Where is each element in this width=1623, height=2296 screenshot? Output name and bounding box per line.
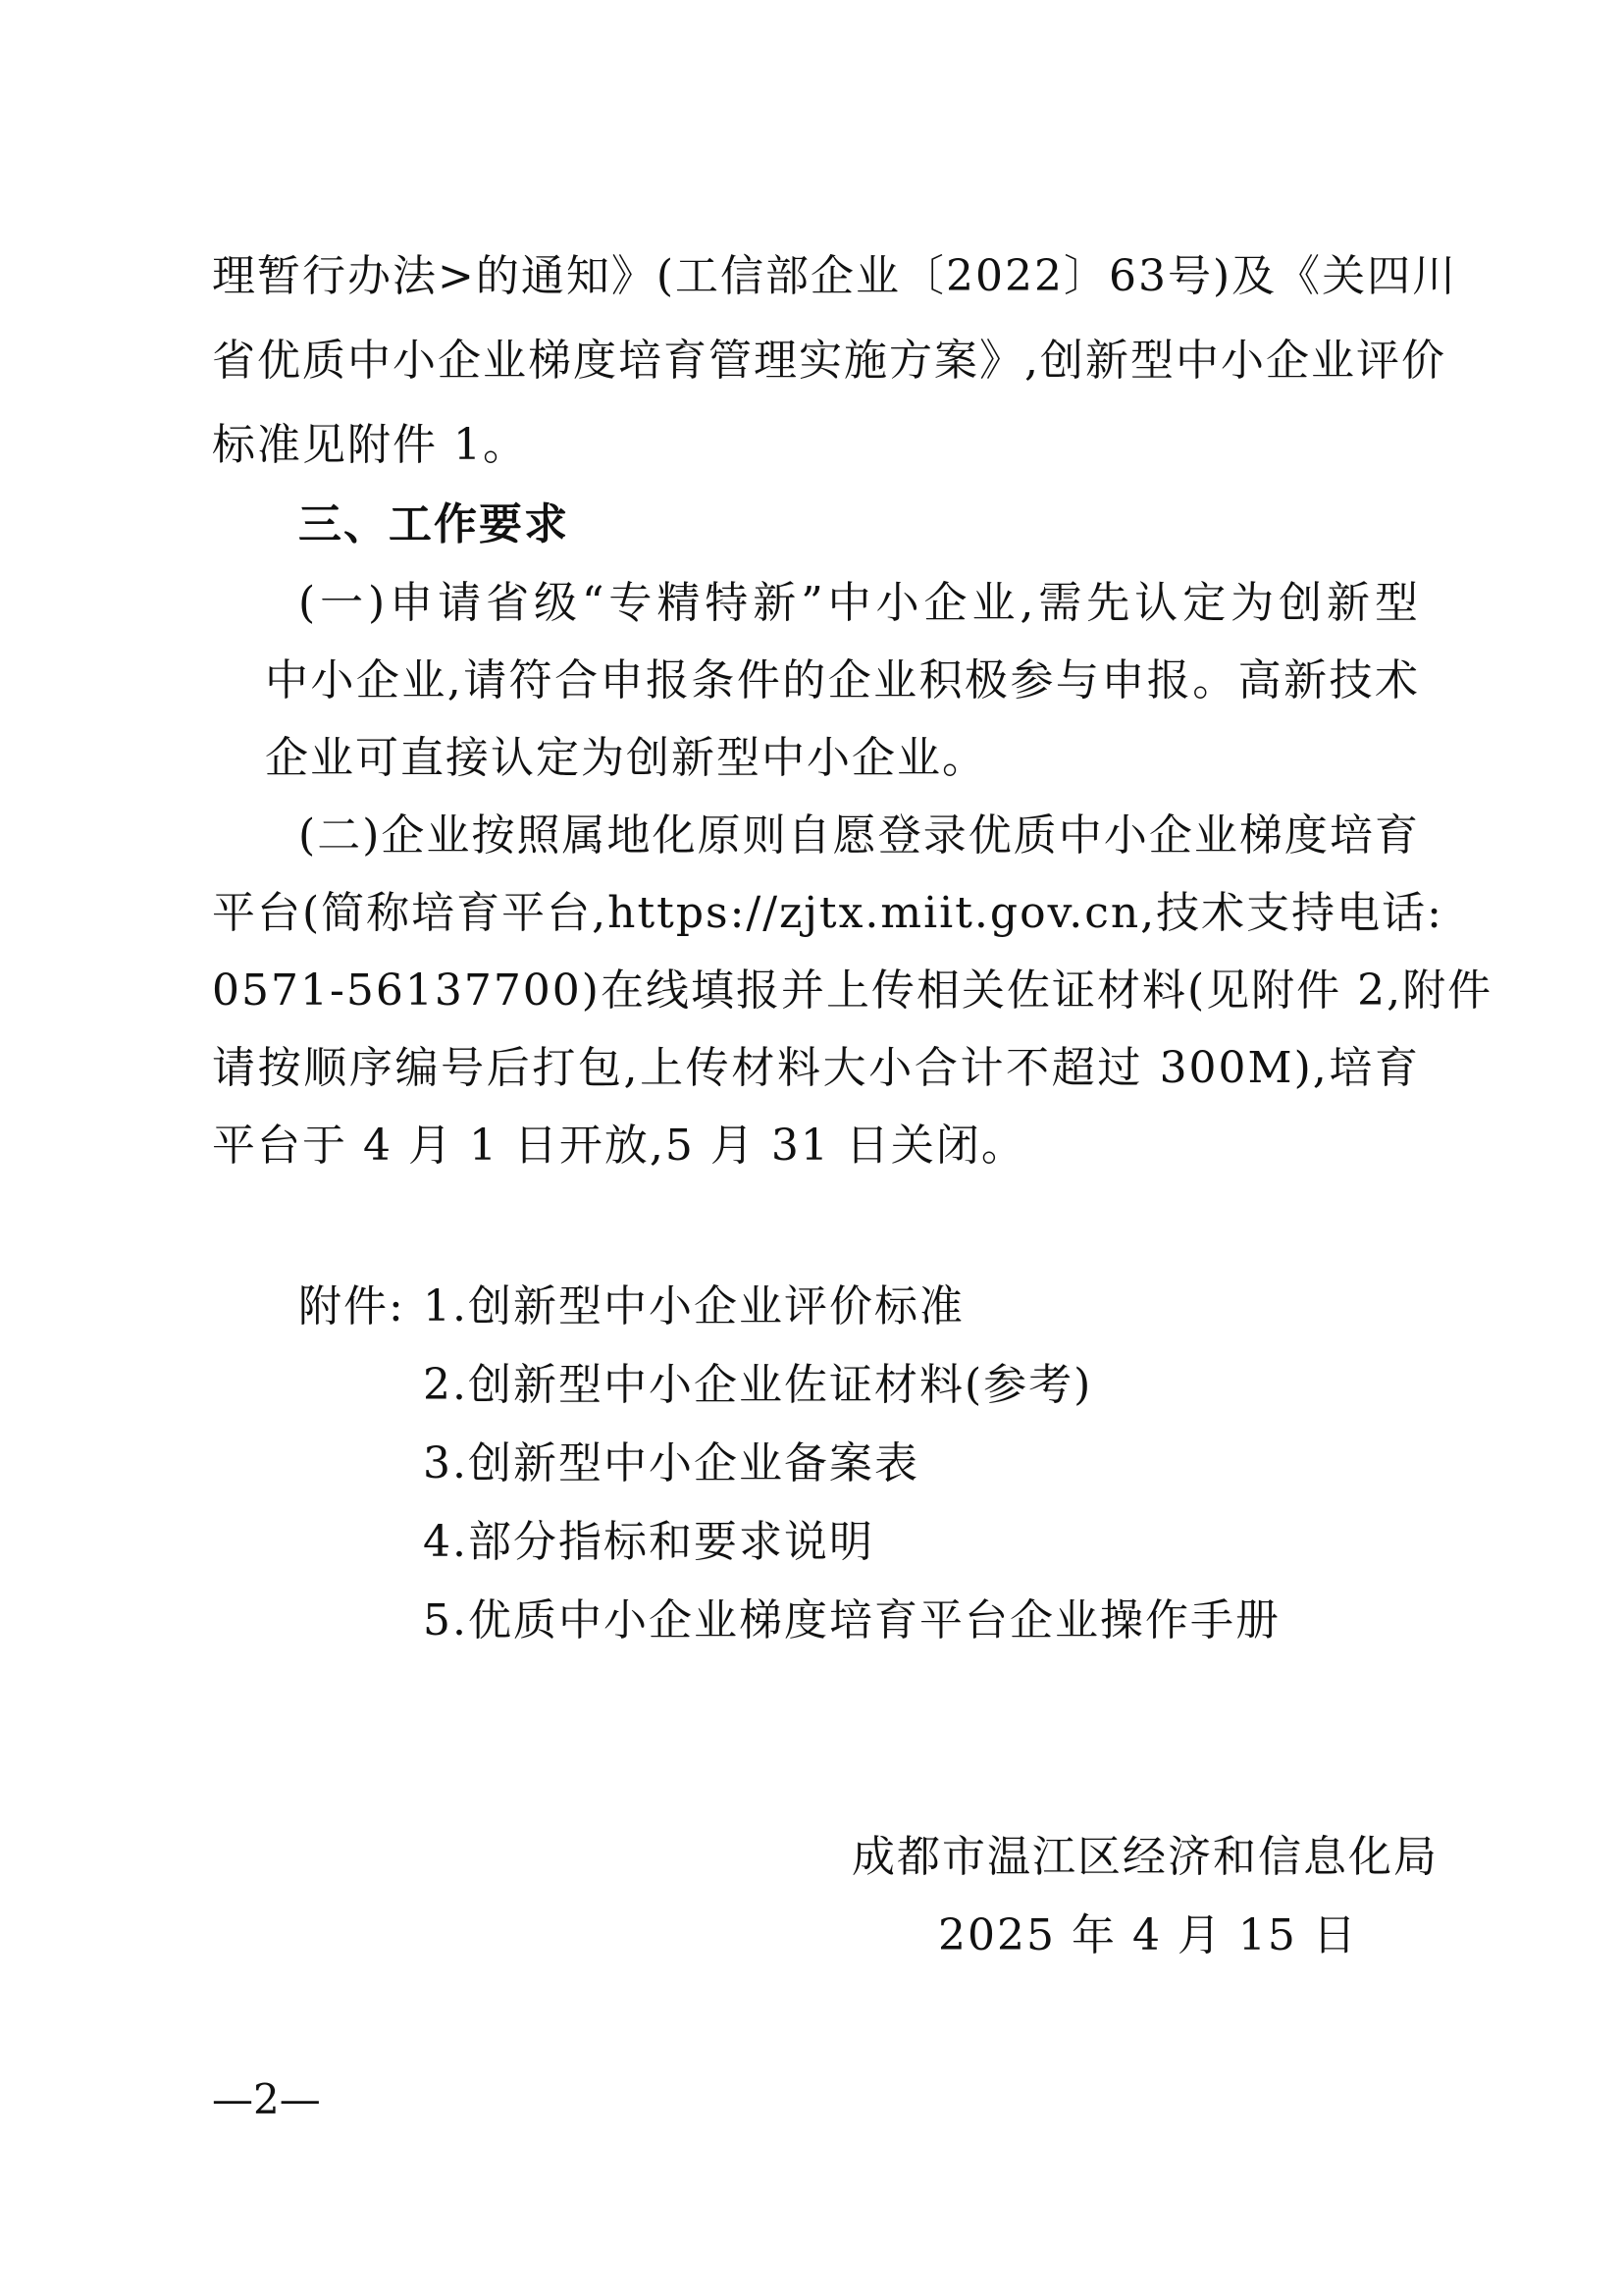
attachments-label: 附件:: [298, 1281, 405, 1331]
attachment-item-1: 1.创新型中小企业评价标准: [423, 1281, 965, 1331]
basis-line-2: 省优质中小企业梯度培育管理实施方案》,创新型中小企业评价: [212, 336, 1446, 386]
basis-line-3: 标准见附件 1。: [212, 420, 528, 470]
item-two-line-4: 请按顺序编号后打包,上传材料大小合计不超过 300M),培育: [212, 1043, 1420, 1093]
item-one-line-2: 中小企业,请符合申报条件的企业积极参与申报。高新技术: [265, 655, 1420, 705]
attachment-item-5: 5.优质中小企业梯度培育平台企业操作手册: [423, 1595, 1281, 1645]
item-two-line-5: 平台于 4 月 1 日开放,5 月 31 日关闭。: [212, 1121, 1026, 1171]
attachment-item-2: 2.创新型中小企业佐证材料(参考): [423, 1360, 1093, 1410]
issue-date: 2025 年 4 月 15 日: [938, 1910, 1358, 1960]
item-two-line-1: (二)企业按照属地化原则自愿登录优质中小企业梯度培育: [298, 810, 1420, 861]
basis-line-1: 理暂行办法>的通知》(工信部企业〔2022〕63号)及《关四川: [212, 251, 1458, 301]
attachment-item-3: 3.创新型中小企业备案表: [423, 1438, 919, 1488]
attachment-item-4: 4.部分指标和要求说明: [423, 1517, 874, 1567]
item-two-line-3: 0571-56137700)在线填报并上传相关佐证材料(见附件 2,附件: [212, 965, 1493, 1016]
item-two-line-2: 平台(简称培育平台,https://zjtx.miit.gov.cn,技术支持电话:: [212, 888, 1443, 938]
page-number: —2—: [212, 2075, 321, 2123]
item-one-line-1: (一)申请省级“专精特新”中小企业,需先认定为创新型: [298, 578, 1420, 628]
section-heading: 三、工作要求: [298, 499, 569, 549]
issuer-name: 成都市温江区经济和信息化局: [852, 1832, 1439, 1882]
item-one-line-3: 企业可直接认定为创新型中小企业。: [265, 733, 987, 783]
